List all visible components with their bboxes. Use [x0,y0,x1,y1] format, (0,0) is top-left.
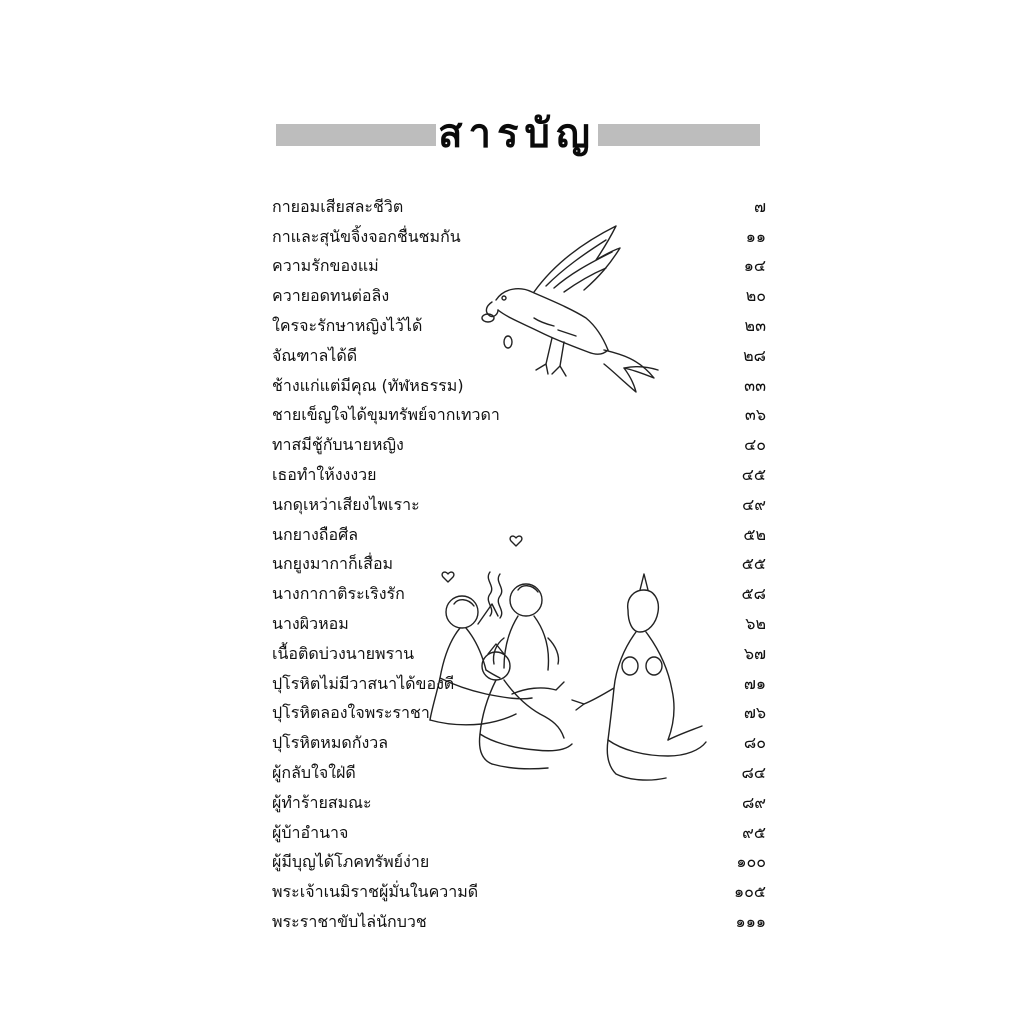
toc-entry-title: ปุโรหิตหมดกังวล [272,733,389,753]
title-bar-left [276,124,436,146]
toc-entry-page: ๘๙ [741,792,766,812]
toc-entry-page: ๘๔ [741,763,766,783]
toc-entry-page: ๙๕ [742,822,766,842]
toc-entry-page: ๓๖ [744,405,766,425]
toc-entry-title: ผู้กลับใจใฝ่ดี [272,763,356,783]
toc-entry-page: ๑๐๕ [733,882,766,902]
toc-entry-page: ๔๙ [742,494,766,514]
toc-entry-page: ๒๘ [743,345,766,365]
toc-entry-title: ชายเข็ญใจได้ขุมทรัพย์จากเทวดา [272,405,500,425]
toc-entry-page: ๘๐ [743,733,766,753]
toc-entry-title: นางกากาติระเริงรัก [272,584,405,604]
toc-entry[interactable] [272,460,766,490]
toc-entry-page: ๑๔ [743,256,766,276]
toc-entry[interactable] [272,430,766,460]
toc-entry-page: ๔๕ [741,465,766,485]
toc-entry-title: ความรักของแม่ [272,256,379,276]
toc-entry-title: นกยูงมากาก็เสื่อม [272,554,394,574]
bird-illustration [474,218,674,394]
toc-entry-title: ปุโรหิตไม่มีวาสนาได้ของดี [272,673,455,693]
toc-entry-title: ช้างแก่แต่มีคุณ (ทัฬหธรรม) [272,375,464,395]
toc-entry[interactable] [272,818,766,848]
toc-entry-title: พระราชาขับไล่นักบวช [272,912,427,932]
toc-entry[interactable] [272,848,766,878]
toc-entry-page: ๒๐ [745,286,766,306]
toc-entry-title: ผู้บ้าอำนาจ [272,822,349,842]
toc-entry-page: ๓๓ [744,375,766,395]
toc-entry[interactable] [272,907,766,937]
toc-entry-title: ผู้ทำร้ายสมณะ [272,792,372,812]
toc-entry-page: ๖๗ [743,643,766,663]
toc-entry-title: เนื้อติดบ่วงนายพราน [272,643,415,663]
toc-entry-title: ใครจะรักษาหญิงไว้ได้ [272,316,423,336]
toc-entry[interactable] [272,877,766,907]
toc-entry-page: ๗๖ [743,703,766,723]
toc-entry-page: ๕๕ [741,554,766,574]
toc-entry[interactable] [272,490,766,520]
toc-entry-title: พระเจ้าเนมิราชผู้มั่นในความดี [272,882,479,902]
toc-entry-title: ปุโรหิตลองใจพระราชา [272,703,430,723]
toc-entry-page: ๗ [753,196,766,216]
toc-entry-page: ๑๑ [745,226,766,246]
toc-entry-page: ๑๐๐ [736,852,766,872]
toc-entry-page: ๖๒ [745,614,766,634]
figures-illustration [396,528,712,790]
toc-entry-title: ผู้มีบุญได้โภคทรัพย์ง่าย [272,852,430,872]
toc-entry-page: ๗๑ [743,673,766,693]
toc-entry-title: เธอทำให้งงงวย [272,465,377,485]
toc-entry-title: จัณฑาลได้ดี [272,345,358,365]
toc-entry-title: ควายอดทนต่อลิง [272,286,390,306]
toc-entry-page: ๒๓ [744,316,766,336]
title-bar-right [598,124,760,146]
toc-entry-title: กาและสุนัขจิ้งจอกชื่นชมกัน [272,226,461,246]
toc-entry[interactable] [272,401,766,431]
toc-entry-title: นกยางถือศีล [272,524,359,544]
page-title: สารบัญ [438,110,596,157]
toc-entry-page: ๕๘ [741,584,766,604]
toc-entry-title: ทาสมีชู้กับนายหญิง [272,435,404,455]
toc-entry[interactable] [272,788,766,818]
toc-entry-title: นกดุเหว่าเสียงไพเราะ [272,494,420,514]
toc-entry-page: ๕๒ [743,524,766,544]
toc-entry-page: ๑๑๑ [735,912,766,932]
toc-entry-title: กายอมเสียสละชีวิต [272,196,404,216]
toc-entry-page: ๔๐ [744,435,766,455]
toc-entry-title: นางผิวหอม [272,614,349,634]
